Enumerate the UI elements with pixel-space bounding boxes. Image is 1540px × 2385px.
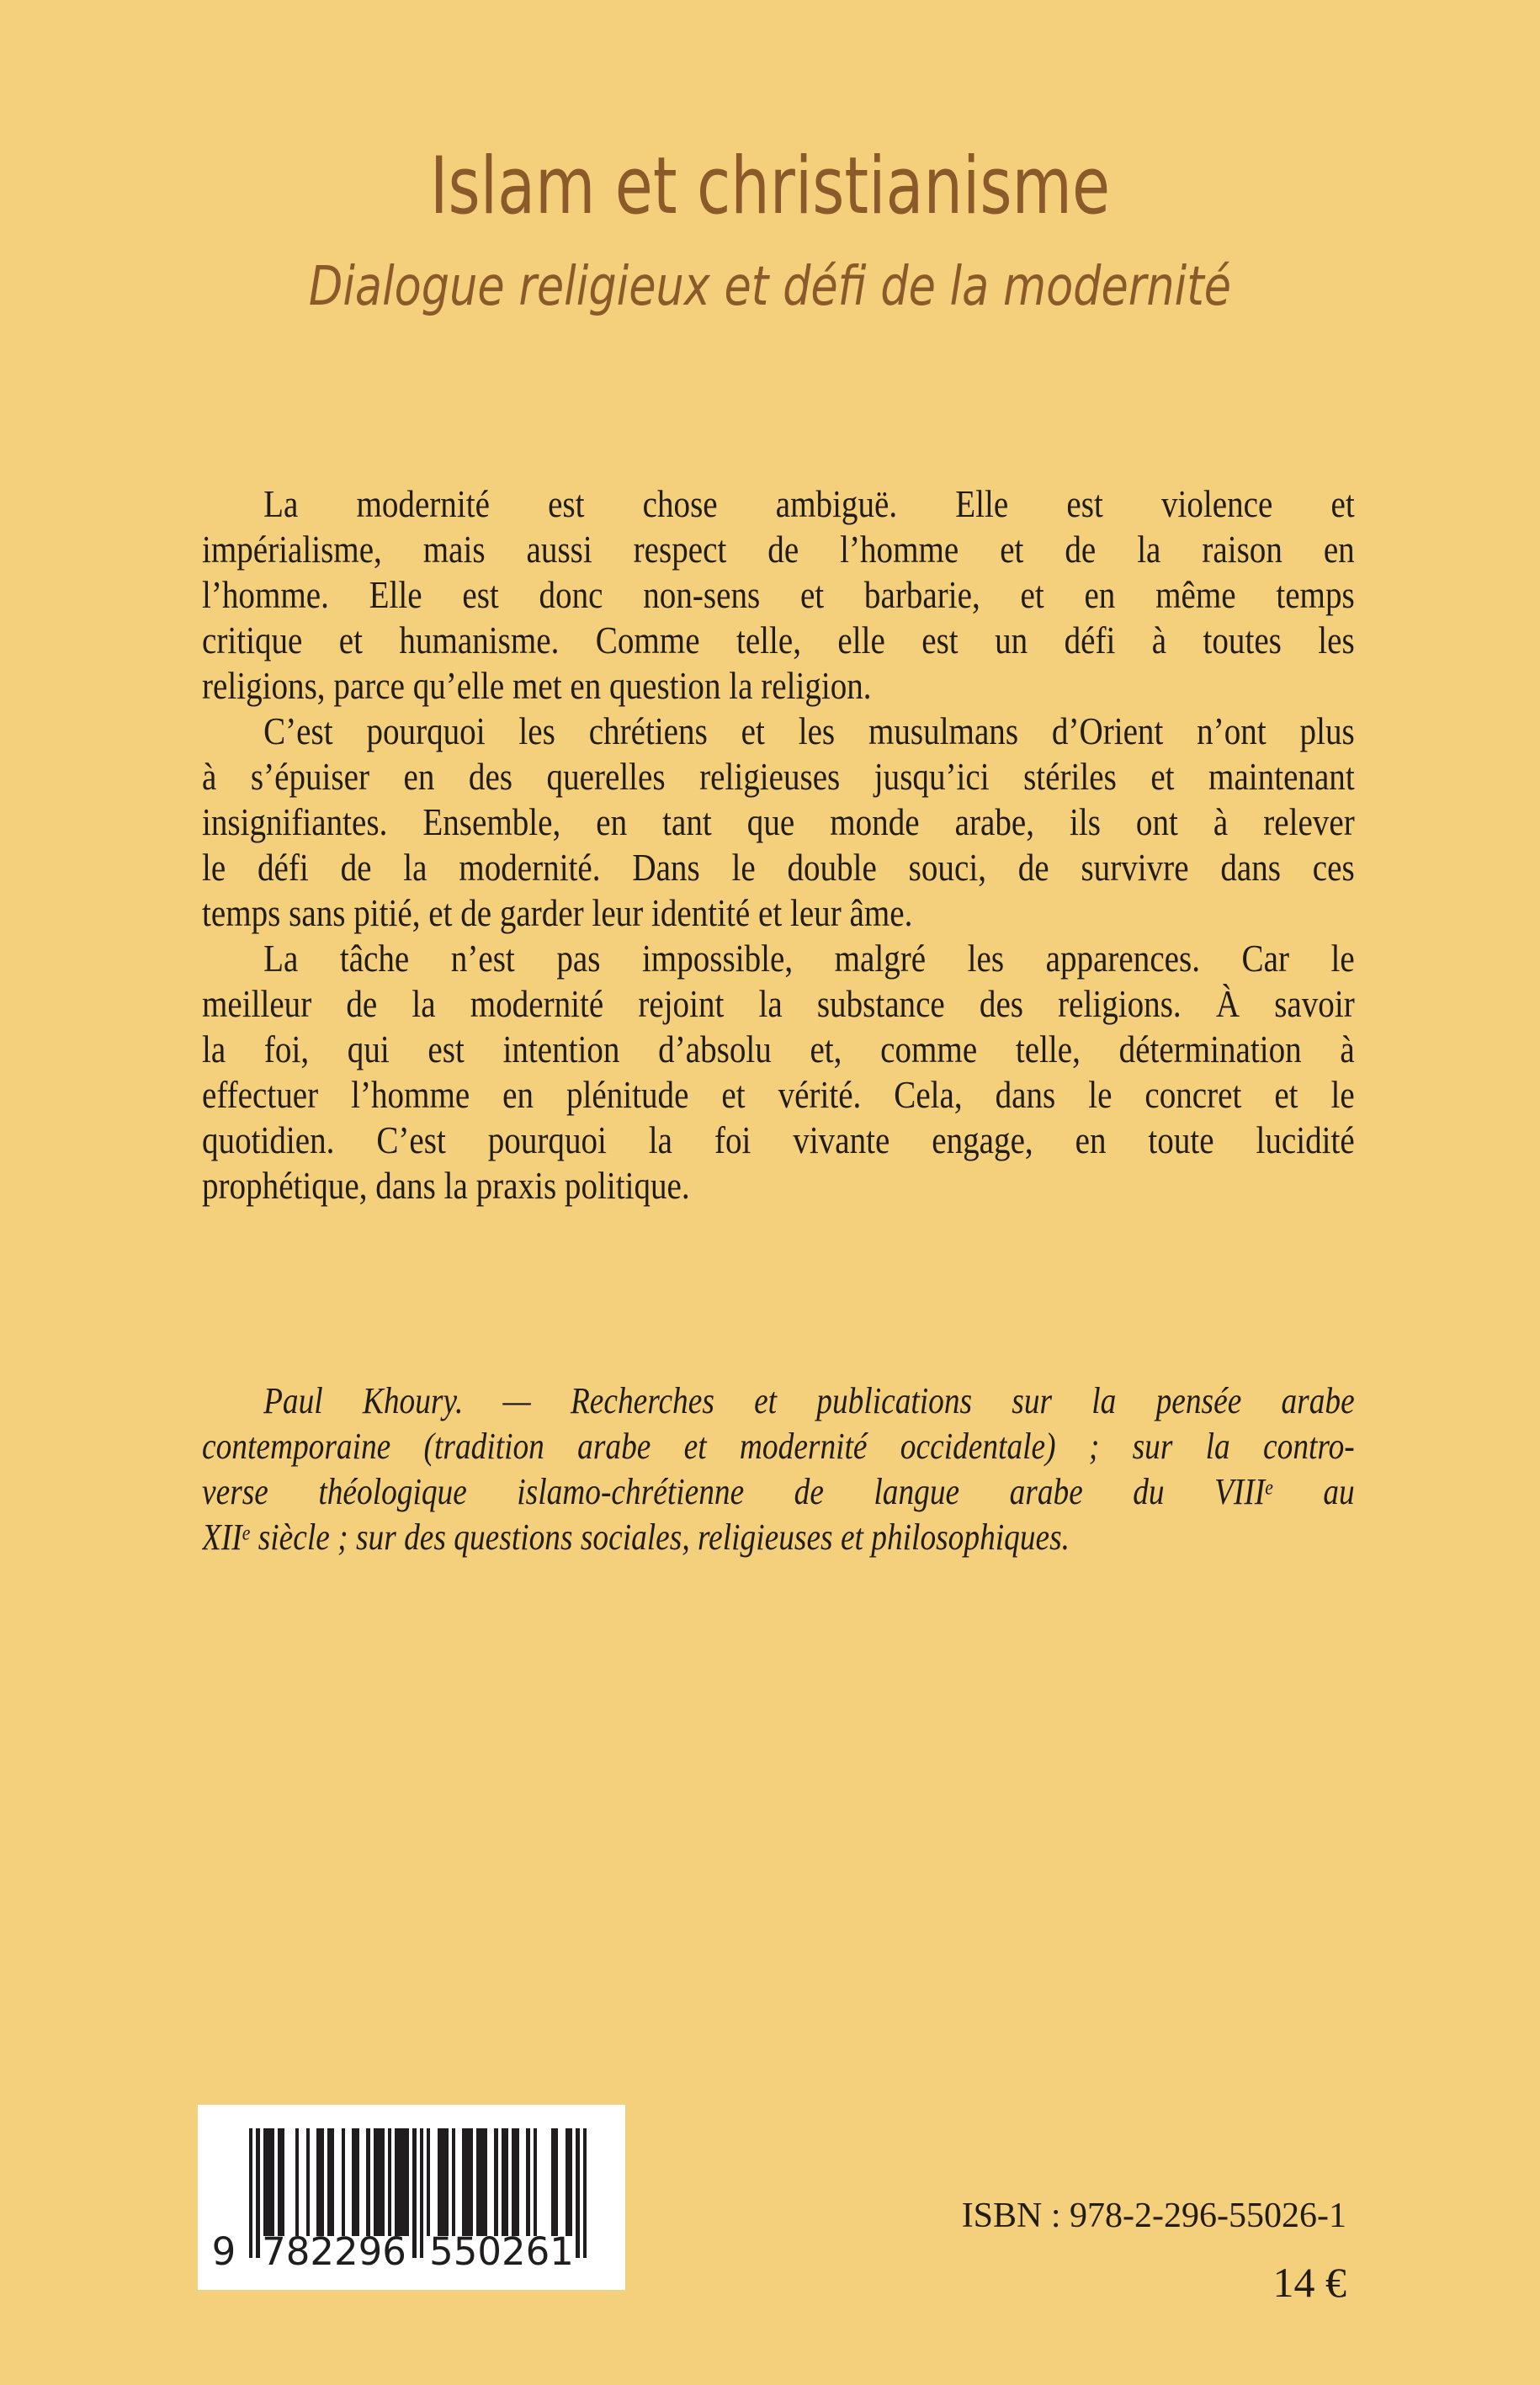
barcode-bar: [342, 2128, 345, 2236]
superscript: e: [1265, 1474, 1273, 1500]
text-line: temps sans pitié, et de garder leur identité et leur âme.: [202, 891, 913, 934]
barcode-bar: [534, 2128, 537, 2236]
barcode-bar: [366, 2128, 369, 2236]
barcode-bar: [295, 2128, 299, 2236]
page-title: Islam et christianisme: [429, 141, 1111, 232]
text-line: le défi de la modernité. Dans le double souci, de survivre dans ces: [202, 846, 1355, 889]
barcode-bar: [320, 2128, 323, 2236]
barcode-bar: [306, 2128, 310, 2236]
barcode-bar: [583, 2128, 587, 2258]
page-subtitle: Dialogue religieux et défi de la modernité: [308, 256, 1232, 318]
text-line: insignifiantes. Ensemble, en tant que monde arabe, ils ont à relever: [202, 800, 1355, 843]
text-line: meilleur de la modernité rejoint la substance des religions. À savoir: [202, 982, 1355, 1025]
text-line: quotidien. C’est pourquoi la foi vivante engage, en toute lucidité: [202, 1118, 1355, 1161]
barcode: [198, 2105, 625, 2290]
barcode-bar: [569, 2128, 572, 2236]
text-line: La tâche n’est pas impossible, malgré les apparences. Car le: [263, 937, 1355, 980]
text-line: impérialisme, mais aussi respect de l’homme et de la raison en: [202, 528, 1355, 571]
barcode-bar: [249, 2128, 252, 2258]
barcode-bar: [516, 2128, 519, 2236]
barcode-bar: [270, 2128, 273, 2236]
text-line: C’est pourquoi les chrétiens et les musulmans d’Orient n’ont plus: [263, 709, 1355, 752]
text-line: XIIe siècle ; sur des questions sociales, religieuses et philosophiques.: [202, 1517, 1070, 1558]
text-line: religions, parce qu’elle met en question la religion.: [202, 664, 872, 707]
barcode-bar: [420, 2128, 423, 2258]
barcode-bar: [256, 2128, 259, 2258]
text-line: effectuer l’homme en plénitude et vérité. Cela, dans le concret et le: [202, 1073, 1355, 1116]
barcode-bar: [470, 2128, 473, 2236]
barcode-bar: [555, 2128, 558, 2236]
barcode-bar: [494, 2128, 497, 2236]
text-line: l’homme. Elle est donc non-sens et barbarie, et en même temps: [202, 573, 1355, 616]
barcode-bar: [281, 2128, 284, 2236]
barcode-digit-first: 9: [211, 2229, 236, 2274]
barcode-bar: [412, 2128, 416, 2258]
barcode-bar: [427, 2128, 430, 2236]
isbn-label: ISBN : 978-2-296-55026-1: [961, 2196, 1346, 2235]
barcode-bar: [380, 2128, 384, 2236]
text-line: à s’épuiser en des querelles religieuses jusqu’ici stériles et maintenant: [202, 755, 1355, 798]
barcode-bar: [406, 2128, 409, 2236]
synopsis-text: [202, 481, 1540, 1208]
text-line: prophétique, dans la praxis politique.: [202, 1164, 690, 1207]
barcode-bar: [452, 2128, 455, 2236]
text-line: Paul Khoury. — Recherches et publications sur la pensée arabe: [263, 1380, 1355, 1421]
barcode-bar: [444, 2128, 448, 2236]
text-line: verse théologique islamo-chrétienne de langue arabe du VIIIe au: [202, 1471, 1355, 1512]
barcode-bar: [576, 2128, 579, 2258]
text-line: La modernité est chose ambiguë. Elle est violence et: [263, 482, 1355, 525]
superscript: e: [242, 1520, 251, 1545]
barcode-bar: [505, 2128, 508, 2236]
barcode-bar: [331, 2128, 334, 2236]
barcode-bar: [388, 2128, 391, 2236]
text-line: contemporaine (tradition arabe et modernité occidentale) ; sur la contro-: [202, 1426, 1355, 1467]
barcode-bar: [484, 2128, 487, 2236]
text-line: critique et humanisme. Comme telle, elle est un défi à toutes les: [202, 619, 1355, 661]
barcode-digits-left-group: 782296: [262, 2229, 406, 2274]
author-note: [202, 1378, 1540, 1560]
text-line: la foi, qui est intention d’absolu et, comme telle, détermination à: [202, 1028, 1355, 1070]
price-label: 14 €: [1272, 2259, 1346, 2306]
barcode-digits-right-group: 550261: [429, 2229, 574, 2274]
barcode-bar: [356, 2128, 359, 2236]
barcode-bar: [526, 2128, 529, 2236]
